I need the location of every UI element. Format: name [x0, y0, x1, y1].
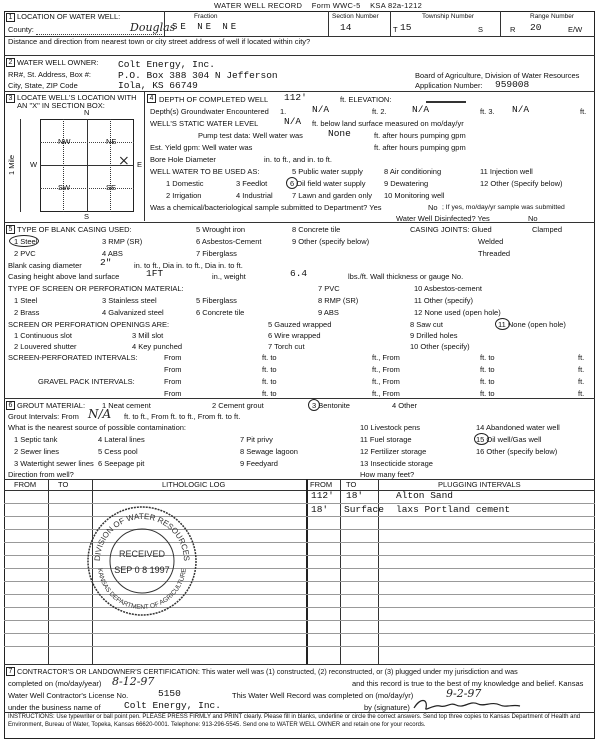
gpi-2-to2: ft. to — [480, 389, 495, 398]
gpi-1-end: ft. — [578, 377, 585, 386]
use-3: 3 Feedlot — [236, 179, 268, 188]
plug-to-header: TO — [346, 480, 357, 489]
plug-from-header: FROM — [310, 480, 333, 489]
bore-rest: in. to ft., and in. to ft. — [264, 155, 332, 164]
casing-1: 1 Steel — [14, 237, 38, 246]
county-value: Douglas — [130, 21, 176, 34]
contam-10: 10 Livestock pens — [360, 423, 421, 432]
s1-label: LOCATION OF WATER WELL: — [17, 12, 121, 21]
owner-label: WATER WELL OWNER: — [17, 58, 99, 67]
use-label: WELL WATER TO BE USED AS: — [150, 167, 260, 176]
joints-threaded: Threaded — [478, 249, 511, 258]
static-rest: ft. below land surface measured on mo/day/yr — [312, 119, 464, 128]
contam-13: 13 Insecticide storage — [360, 459, 433, 468]
gpi-2-end: ft. — [578, 389, 585, 398]
compass-n: N — [84, 108, 90, 117]
stamp-received: RECEIVED — [118, 549, 166, 559]
plugging-header: PLUGGING INTERVALS — [438, 480, 521, 489]
joints-clamped: Clamped — [532, 225, 563, 234]
range-prefix: R — [510, 25, 516, 34]
business-value: Colt Energy, Inc. — [124, 700, 221, 711]
stamp-graphic — [86, 505, 198, 617]
use-5: 5 Public water supply — [292, 167, 363, 176]
casing-2: 2 PVC — [14, 249, 36, 258]
mile-label: 1 Mile — [7, 154, 16, 175]
gpi-1-to2: ft. to — [480, 377, 495, 386]
grout-intervals-value: N/A — [88, 407, 112, 421]
spi-2-from: From — [164, 365, 182, 374]
use-11: 11 Injection well — [480, 167, 533, 176]
casing-4: 4 ABS — [102, 249, 123, 258]
casing-5: 5 Wrought iron — [196, 225, 246, 234]
section-label: Section Number — [332, 13, 379, 20]
range-label: Range Number — [530, 13, 575, 20]
township-prefix: T — [393, 25, 398, 34]
contam-6: 6 Seepage pit — [98, 459, 145, 468]
address-value: P.O. Box 388 304 N Jefferson — [118, 70, 278, 81]
gpi-1-from2: ft., From — [372, 377, 400, 386]
business-label: under the business name of — [8, 703, 101, 712]
gpi-1-to: ft. to — [262, 377, 277, 386]
openings-label: SCREEN OR PERFORATION OPENINGS ARE: — [8, 320, 170, 329]
pump-value: None — [328, 128, 351, 139]
ksa-number: KSA 82a-1212 — [370, 1, 423, 10]
gw-2-value: N/A — [412, 104, 430, 115]
gpi-2-from2: ft., From — [372, 389, 400, 398]
log-to-header: TO — [58, 480, 69, 489]
gw-3-label: ft. 3. — [480, 107, 495, 116]
height-label: Casing height above land surface — [8, 272, 120, 281]
use-9: 9 Dewatering — [384, 179, 429, 188]
range-suffix: E/W — [568, 25, 583, 34]
spi-2-end: ft. — [578, 365, 585, 374]
screen-4: 4 Galvanized steel — [102, 308, 164, 317]
gw-end: ft. — [580, 107, 587, 116]
spi-label: SCREEN-PERFORATED INTERVALS: — [8, 353, 138, 362]
diam-label: Blank casing diameter — [8, 261, 82, 270]
est-rest: ft. after hours pumping gpm — [374, 143, 466, 152]
grout-intervals-label: Grout Intervals: From — [8, 412, 79, 421]
contam-15: 15 Oil well/Gas well — [476, 435, 542, 444]
city-label: City, State, ZIP Code — [8, 81, 78, 90]
stamp-outer-top: DIVISION OF WATER RESOURCES — [92, 511, 192, 562]
received-stamp — [86, 505, 198, 617]
screen-5: 5 Fiberglass — [196, 296, 237, 305]
casing-6: 6 Asbestos-Cement — [196, 237, 262, 246]
section-6-number: 6 — [6, 401, 15, 410]
log-from-header: FROM — [14, 480, 37, 489]
spi-1-end: ft. — [578, 353, 585, 362]
address-label: RR#, St. Address, Box #: — [8, 70, 91, 79]
section-4-number: 4 — [147, 94, 156, 103]
section-5-number: 5 — [6, 225, 15, 234]
locate-label-2: AN "X" IN SECTION BOX: — [17, 101, 105, 110]
opening-7: 7 Torch cut — [268, 342, 305, 351]
depth-value: 112' — [284, 92, 307, 103]
well-location-mark: × — [118, 153, 130, 169]
contam-14: 14 Abandoned water well — [476, 423, 560, 432]
screen-9: 9 ABS — [318, 308, 339, 317]
contam-7: 7 Pit privy — [240, 435, 273, 444]
license-value: 5150 — [158, 688, 181, 699]
static-label: WELL'S STATIC WATER LEVEL — [150, 119, 259, 128]
spi-1-to: ft. to — [262, 353, 277, 362]
application-value: 959008 — [495, 79, 530, 90]
use-12: 12 Other (Specify below) — [480, 179, 563, 188]
form-title — [214, 2, 422, 11]
township-value: 15 — [400, 22, 412, 33]
license-label: Water Well Contractor's License No. — [8, 691, 129, 700]
grout-2: 2 Cement grout — [212, 401, 264, 410]
plug-row-2-to: Surface — [344, 504, 384, 515]
stamp-outer-bottom: KANSAS DEPARTMENT OF AGRICULTURE — [96, 567, 188, 612]
opening-1: 1 Continuous slot — [14, 331, 72, 340]
plug-row-2-desc: laxs Portland cement — [396, 504, 511, 515]
application-label: Application Number: — [415, 81, 483, 90]
joints-welded: Welded — [478, 237, 504, 246]
weight-rest: lbs./ft. Wall thickness or gauge No. — [348, 272, 464, 281]
quadrant-se: SE — [106, 183, 117, 192]
depth-unit: ft. ELEVATION: — [340, 95, 392, 104]
casing-9: 9 Other (specify below) — [292, 237, 370, 246]
use-2: 2 Irrigation — [166, 191, 202, 200]
city-value: Iola, KS 66749 — [118, 80, 198, 91]
opening-2: 2 Louvered shutter — [14, 342, 77, 351]
contam-3: 3 Watertight sewer lines — [14, 459, 94, 468]
weight-value: 6.4 — [290, 268, 308, 279]
use-10: 10 Monitoring well — [384, 191, 445, 200]
section-1-number: 1 — [6, 13, 15, 22]
screen-1: 1 Steel — [14, 296, 38, 305]
opening-8: 8 Saw cut — [410, 320, 443, 329]
disinf-label: Water Well Disinfected? Yes — [396, 214, 490, 223]
static-value: N/A — [284, 116, 302, 127]
owner-value: Colt Energy, Inc. — [118, 59, 215, 70]
spi-1-to2: ft. to — [480, 353, 495, 362]
cert-line-2: and this record is true to the best of my knowledge and belief. Kansas — [352, 679, 584, 688]
contam-4: 4 Lateral lines — [98, 435, 145, 444]
board-label: Board of Agriculture, Division of Water Resources — [415, 71, 580, 80]
contam-1: 1 Septic tank — [14, 435, 58, 444]
section-2-number: 2 — [6, 58, 15, 67]
screen-12: 12 None used (open hole) — [414, 308, 501, 317]
grout-label: GROUT MATERIAL: — [17, 401, 86, 410]
county-label: County: — [8, 25, 34, 34]
gw-1-label: 1. — [280, 107, 287, 116]
completed-label: completed on (mo/day/year) — [8, 679, 102, 688]
litho-header: LITHOLOGIC LOG — [162, 480, 226, 489]
spi-2-to: ft. to — [262, 365, 277, 374]
use-6-circle — [286, 177, 298, 189]
fraction-label: Fraction — [194, 13, 218, 20]
use-8: 8 Air conditioning — [384, 167, 442, 176]
plug-row-1-from: 112' — [311, 490, 334, 501]
instructions-text: INSTRUCTIONS: Use typewriter or ball point pen. PLEASE PRESS FIRMLY and PRINT clearly. Please fill in blanks, underline or circle the correct answers. Send top three copies to Kansas Department of Health and Environment, Bureau of Water, Topeka, Kansas 66620-0001. Telephone: 913-296-5545. Send one to WATER WELL OWNER and retain one for your records. — [8, 714, 581, 728]
record-label: This Water Well Record was completed on (mo/day/yr) — [232, 691, 414, 700]
section-3-number: 3 — [6, 94, 15, 103]
screen-8: 8 RMP (SR) — [318, 296, 359, 305]
spi-1-from2: ft., From — [372, 353, 400, 362]
contam-16: 16 Other (specify below) — [476, 447, 558, 456]
signature-label: by (signature) — [364, 703, 410, 712]
stamp-date: SEP 0 8 1997 — [114, 565, 170, 575]
screen-10: 10 Asbestos-cement — [414, 284, 482, 293]
grout-4: 4 Other — [392, 401, 418, 410]
gpi-2-from: From — [164, 389, 182, 398]
pump-rest: ft. after hours pumping gpm — [374, 131, 466, 140]
height-value: 1FT — [146, 268, 164, 279]
opening-6: 6 Wire wrapped — [268, 331, 321, 340]
contam-15-circle — [474, 433, 489, 445]
casing-7: 7 Fiberglass — [196, 249, 237, 258]
casing-8: 8 Concrete tile — [292, 225, 341, 234]
instructions — [8, 714, 592, 729]
contam-label: What is the nearest source of possible contamination: — [8, 423, 187, 432]
screen-7: 7 PVC — [318, 284, 340, 293]
locate-label-1: LOCATE WELL'S LOCATION WITH — [17, 93, 137, 102]
compass-s: S — [84, 212, 90, 221]
contam-5: 5 Cess pool — [98, 447, 138, 456]
grout-3-circle — [308, 399, 320, 411]
gw-label: Depth(s) Groundwater Encountered — [150, 107, 269, 116]
opening-4: 4 Key punched — [132, 342, 183, 351]
grout-3: 3 Bentonite — [312, 401, 350, 410]
use-6: 6 Oil field water supply — [290, 179, 366, 188]
chem-label: Was a chemical/bacteriological sample submitted to Department? Yes — [150, 203, 382, 212]
use-4: 4 Industrial — [236, 191, 273, 200]
gw-1-value: N/A — [312, 104, 330, 115]
compass-w: W — [30, 160, 38, 169]
opening-11-circle — [495, 318, 510, 330]
quadrant-sw: SW — [58, 183, 71, 192]
screen-11: 11 Other (specify) — [414, 296, 474, 305]
fraction-value: SE NE NE — [172, 22, 240, 32]
casing-type-label: TYPE OF BLANK CASING USED: — [17, 225, 132, 234]
use-7: 7 Lawn and garden only — [292, 191, 373, 200]
spi-2-to2: ft. to — [480, 365, 495, 374]
distance-label: Distance and direction from nearest town or city street address of well if located within city? — [8, 37, 311, 46]
plug-row-2-from: 18' — [311, 504, 329, 515]
diam-value: 2" — [100, 257, 112, 268]
disinf-no: No — [528, 214, 538, 223]
opening-9: 9 Drilled holes — [410, 331, 458, 340]
use-1: 1 Domestic — [166, 179, 204, 188]
est-label: Est. Yield gpm: Well water was — [150, 143, 253, 152]
contam-12: 12 Fertilizer storage — [360, 447, 427, 456]
spi-2-from2: ft., From — [372, 365, 400, 374]
contam-11: 11 Fuel storage — [360, 435, 412, 444]
gw-3-value: N/A — [512, 104, 530, 115]
opening-10: 10 Other (specify) — [410, 342, 470, 351]
section-7-number: 7 — [6, 667, 15, 676]
opening-11: 11 None (open hole) — [498, 320, 566, 329]
height-mid: in., weight — [212, 272, 246, 281]
form-number: Form WWC-5 — [311, 1, 361, 10]
quadrant-ne: NE — [106, 137, 117, 146]
casing-1-circle — [9, 235, 39, 247]
casing-3: 3 RMP (SR) — [102, 237, 143, 246]
chem-no: No — [428, 203, 438, 212]
screen-2: 2 Brass — [14, 308, 40, 317]
howmany-label: How many feet? — [360, 470, 415, 479]
diam-rest: in. to ft., Dia in. to ft., Dia in. to ft. — [134, 261, 243, 270]
bore-label: Bore Hole Diameter — [150, 155, 216, 164]
pump-label: Pump test data: Well water was — [198, 131, 303, 140]
contam-2: 2 Sewer lines — [14, 447, 60, 456]
grout-intervals-rest: ft. to ft., From ft. to ft., From ft. to ft. — [124, 412, 241, 421]
plug-row-1-to: 18' — [346, 490, 364, 501]
gpi-1-from: From — [164, 377, 182, 386]
contam-8: 8 Sewage lagoon — [240, 447, 298, 456]
form-title-text: WATER WELL RECORD — [214, 1, 303, 10]
opening-3: 3 Mill slot — [132, 331, 164, 340]
opening-5: 5 Gauzed wrapped — [268, 320, 332, 329]
township-label: Township Number — [422, 13, 475, 20]
quadrant-nw: NW — [58, 137, 71, 146]
record-value: 9-2-97 — [446, 687, 482, 700]
gpi-2-to: ft. to — [262, 389, 277, 398]
direction-label: Direction from well? — [8, 470, 74, 479]
completed-value: 8-12-97 — [112, 675, 155, 688]
gpi-label: GRAVEL PACK INTERVALS: — [38, 377, 135, 386]
contam-9: 9 Feedyard — [240, 459, 278, 468]
cert-line-1: CONTRACTOR'S OR LANDOWNER'S CERTIFICATION: This water well was (1) constructed, (2) reconstructed, or (3) plugged under my jurisdiction and was — [17, 667, 518, 676]
section-value: 14 — [340, 22, 352, 33]
screen-label: TYPE OF SCREEN OR PERFORATION MATERIAL: — [8, 284, 184, 293]
screen-6: 6 Concrete tile — [196, 308, 245, 317]
gw-2-label: ft. 2. — [372, 107, 387, 116]
township-suffix: S — [478, 25, 484, 34]
grout-1: 1 Neat cement — [102, 401, 151, 410]
screen-3: 3 Stainless steel — [102, 296, 157, 305]
range-value: 20 — [530, 22, 542, 33]
depth-label: DEPTH OF COMPLETED WELL — [159, 95, 269, 104]
plug-row-1-desc: Alton Sand — [396, 490, 454, 501]
spi-1-from: From — [164, 353, 182, 362]
chem-rest: ; If yes, mo/day/yr sample was submitted — [442, 204, 565, 211]
compass-e: E — [137, 160, 143, 169]
joints-label: CASING JOINTS: Glued — [410, 225, 492, 234]
